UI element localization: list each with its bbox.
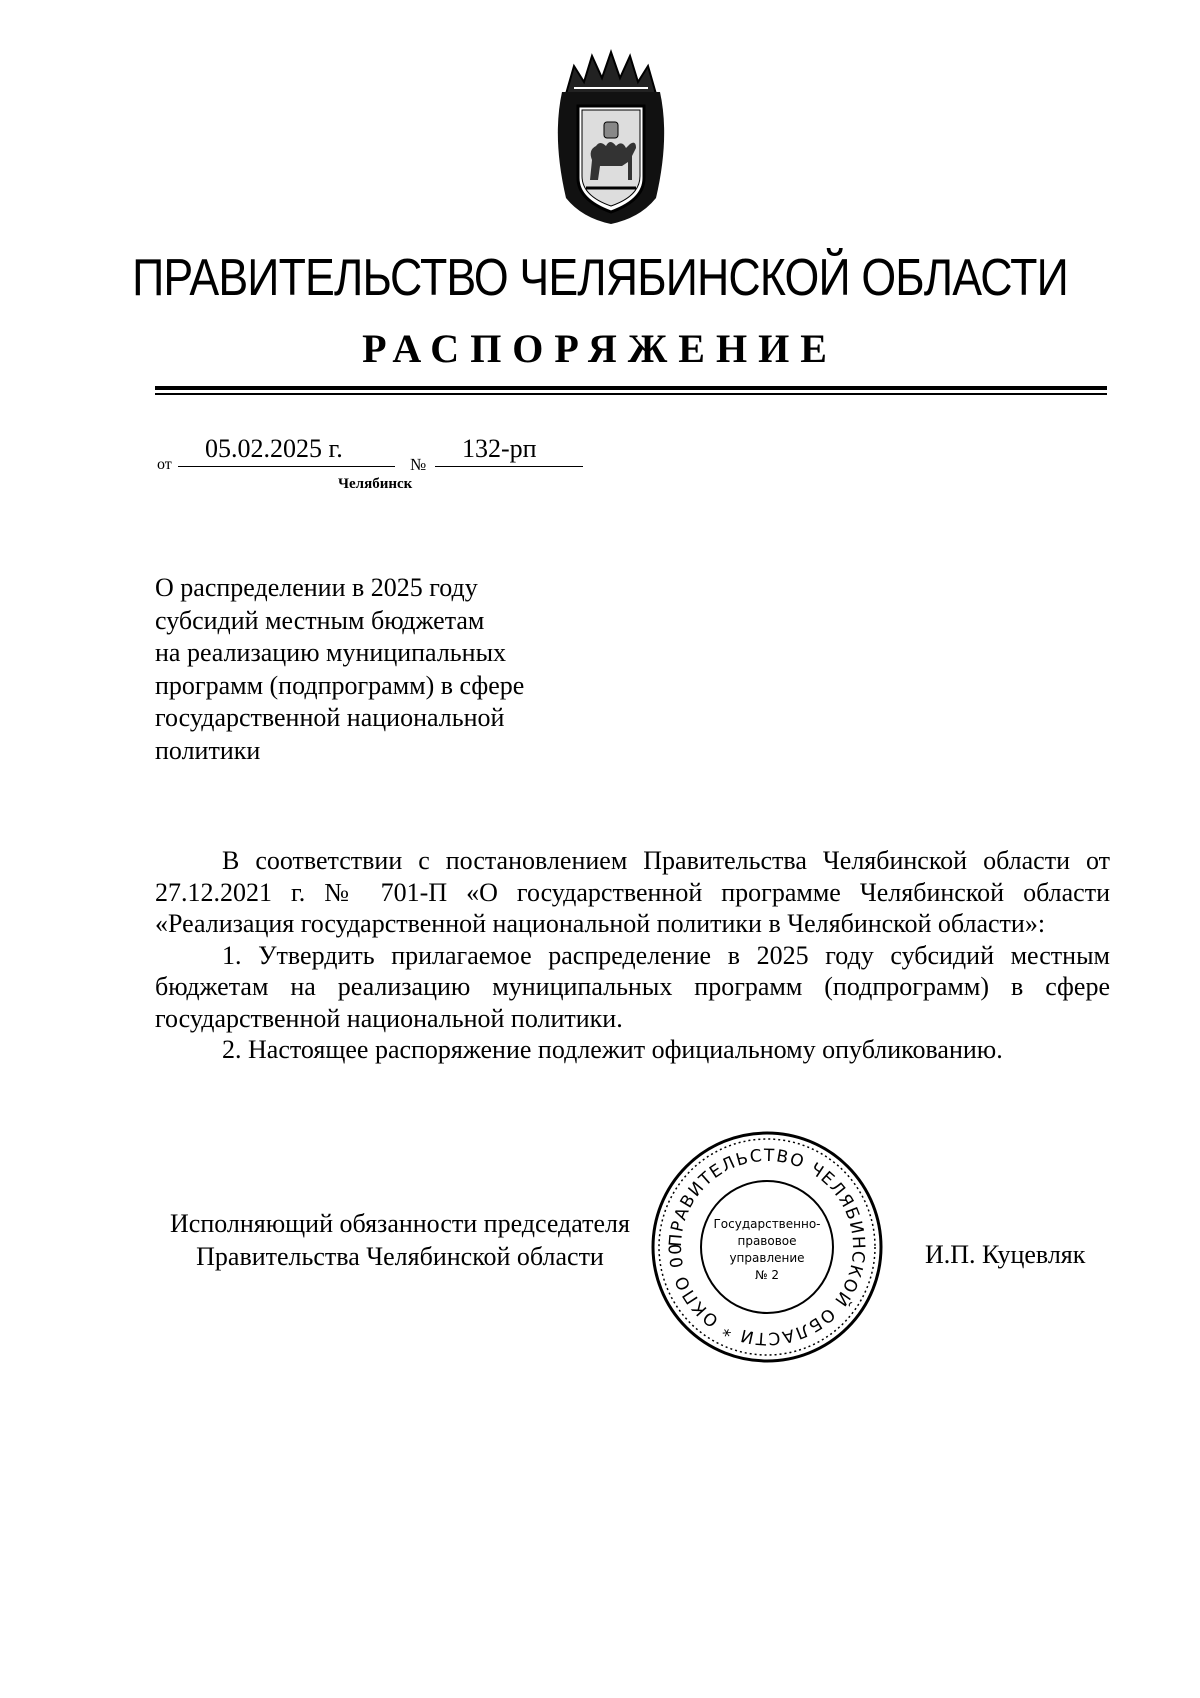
seal-inner-line: № 2 <box>755 1268 779 1282</box>
subject-line: на реализацию муниципальных <box>155 638 507 667</box>
document-number: 132-рп <box>462 434 537 463</box>
date-underline <box>178 466 395 467</box>
document-body <box>155 845 1110 1066</box>
chelyabinsk-coat-of-arms-icon <box>552 48 670 226</box>
seal-inner-line: правовое <box>737 1234 797 1248</box>
body-preamble: В соответствии с постановлением Правительства Челябинской области от 27.12.2021 г. № 701-П «О государственной программе Челябинской области «Реализация государственной национальной политики в Челябинской области»: <box>155 846 1110 938</box>
number-underline <box>435 466 583 467</box>
subject-line: О распределении в 2025 году <box>155 573 478 602</box>
signatory-position-line: Исполняющий обязанности председателя <box>170 1209 630 1238</box>
subject-line: государственной национальной <box>155 703 505 732</box>
official-seal <box>648 1128 886 1366</box>
seal-outer-text: ПРАВИТЕЛЬСТВО ЧЕЛЯБИНСКОЙ ОБЛАСТИ * ОКПО 00 <box>665 1145 869 1349</box>
number-prefix: № <box>410 455 427 474</box>
header-divider-thick <box>155 386 1107 390</box>
subject-line: политики <box>155 735 261 765</box>
header-divider-thin <box>155 393 1107 395</box>
subject-line: субсидий местным бюджетам <box>155 605 485 635</box>
signatory-position-line: Правительства Челябинской области <box>196 1242 604 1271</box>
document-date: 05.02.2025 г. <box>205 434 343 463</box>
date-prefix: от <box>157 456 172 473</box>
official-seal-stamp-icon <box>648 1128 886 1366</box>
seal-inner-line: Государственно- <box>713 1217 821 1231</box>
body-item-1: 1. Утвердить прилагаемое распределение в 2025 году субсидий местным бюджетам на реализацию муниципальных программ (подпрограмм) в сфере государственной национальной политики. <box>155 940 1110 1033</box>
signatory-position <box>150 1207 650 1273</box>
document-city: Челябинск <box>338 476 413 492</box>
body-item-2: 2. Настоящее распоряжение подлежит официальному опубликованию. <box>222 1035 1003 1064</box>
seal-inner-line: управление <box>729 1251 805 1265</box>
government-name-heading: ПРАВИТЕЛЬСТВО ЧЕЛЯБИНСКОЙ ОБЛАСТИ <box>132 249 1068 307</box>
subject-line: программ (подпрограмм) в сфере <box>155 670 525 700</box>
signatory-name: И.П. Куцевляк <box>925 1240 1086 1269</box>
document-type-heading: РАСПОРЯЖЕНИЕ <box>362 326 838 371</box>
coat-of-arms-emblem <box>552 48 670 226</box>
document-subject <box>155 572 550 767</box>
